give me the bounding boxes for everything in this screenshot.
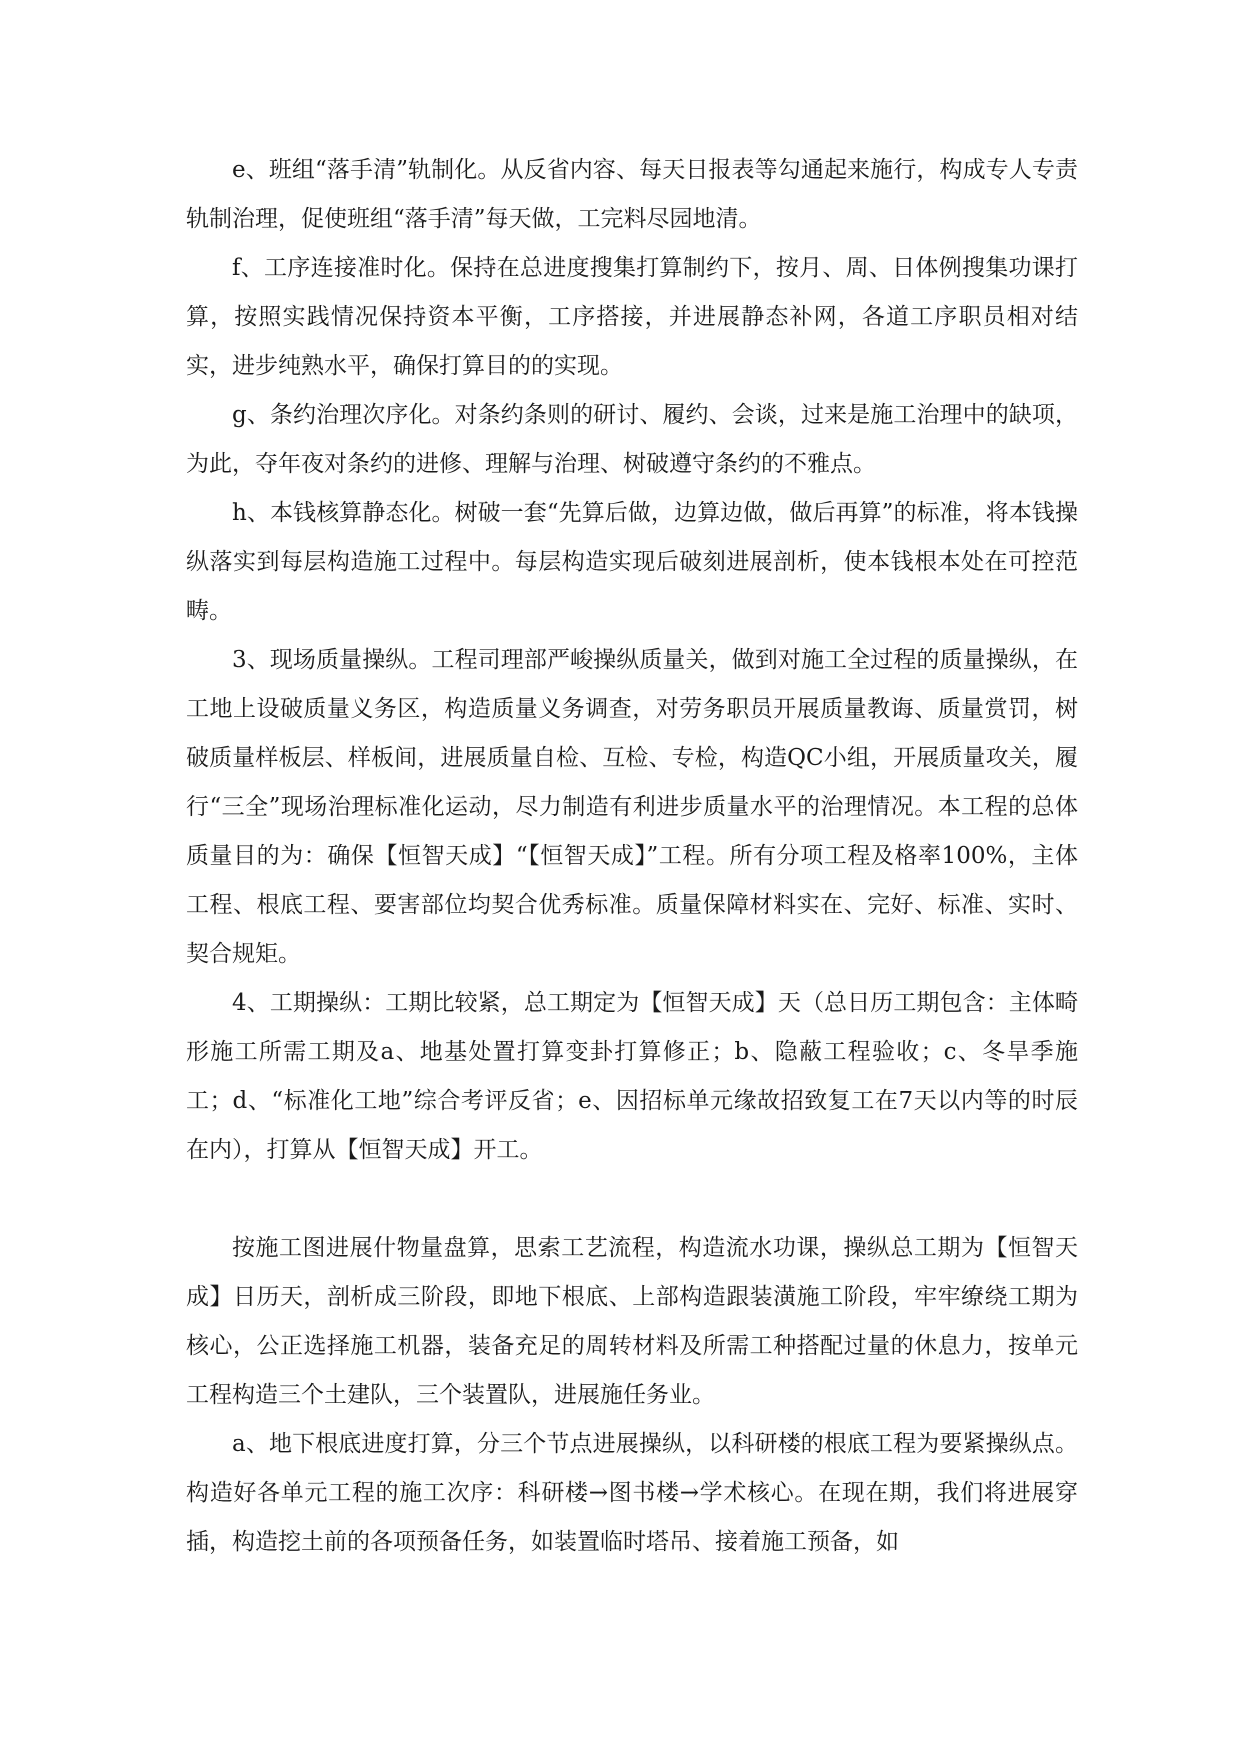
- document-body: [186, 146, 1078, 1567]
- paragraph-g-contract-management: g、条约治理次序化。对条约条则的研讨、履约、会谈，过来是施工治理中的缺项，为此，夺年夜对条约的进修、理解与治理、树破遵守条约的不雅点。: [186, 402, 1078, 477]
- paragraph-gap: [186, 1175, 1078, 1224]
- paragraph-f-process-timing: f、工序连接准时化。保持在总进度搜集打算制约下，按月、周、日体例搜集功课打算，按照实践情况保持资本平衡，工序搭接，并进展静态补网，各道工序职员相对结实，进步纯熟水平，确保打算目的的实现。: [186, 255, 1078, 379]
- paragraph-3-quality-control: 3、现场质量操纵。工程司理部严峻操纵质量关，做到对施工全过程的质量操纵，在工地上设破质量义务区，构造质量义务调查，对劳务职员开展质量教诲、质量赏罚，树破质量样板层、样板间，进展质量自检、互检、专检，构造QC小组，开展质量攻关，履行“三全”现场治理标准化运动，尽力制造有利进步质量水平的治理情况。本工程的总体质量目的为：确保【恒智天成】“【恒智天成】”工程。所有分项工程及格率100%，主体工程、根底工程、要害部位均契合优秀标准。质量保障材料实在、完好、标准、实时、契合规矩。: [186, 647, 1078, 967]
- paragraph-schedule-plan: 按施工图进展什物量盘算，思索工艺流程，构造流水功课，操纵总工期为【恒智天成】日历天，剖析成三阶段，即地下根底、上部构造跟装潢施工阶段，牢牢缭绕工期为核心，公正选择施工机器，装备充足的周转材料及所需工种搭配过量的休息力，按单元工程构造三个土建队，三个装置队，进展施任务业。: [186, 1235, 1078, 1408]
- paragraph-h-cost-accounting: h、本钱核算静态化。树破一套“先算后做，边算边做，做后再算”的标准，将本钱操纵落实到每层构造施工过程中。每层构造实现后破刻进展剖析，使本钱根本处在可控范畴。: [186, 500, 1078, 624]
- paragraph-4-schedule-control: 4、工期操纵：工期比较紧，总工期定为【恒智天成】天（总日历工期包含：主体畸形施工所需工期及a、地基处置打算变卦打算修正；b、隐蔽工程验收；c、冬旱季施工；d、“标准化工地”综合考评反省；e、因招标单元缘故招致复工在7天以内等的时辰在内），打算从【恒智天成】开工。: [186, 990, 1078, 1163]
- paragraph-a-foundation-schedule: a、地下根底进度打算，分三个节点进展操纵，以科研楼的根底工程为要紧操纵点。构造好各单元工程的施工次序：科研楼→图书楼→学术核心。在现在期，我们将进展穿插，构造挖土前的各项预备任务，如装置临时塔吊、接着施工预备，如: [186, 1431, 1078, 1555]
- paragraph-e-team-cleanup: e、班组“落手清”轨制化。从反省内容、每天日报表等勾通起来施行，构成专人专责轨制治理，促使班组“落手清”每天做，工完料尽园地清。: [186, 157, 1078, 232]
